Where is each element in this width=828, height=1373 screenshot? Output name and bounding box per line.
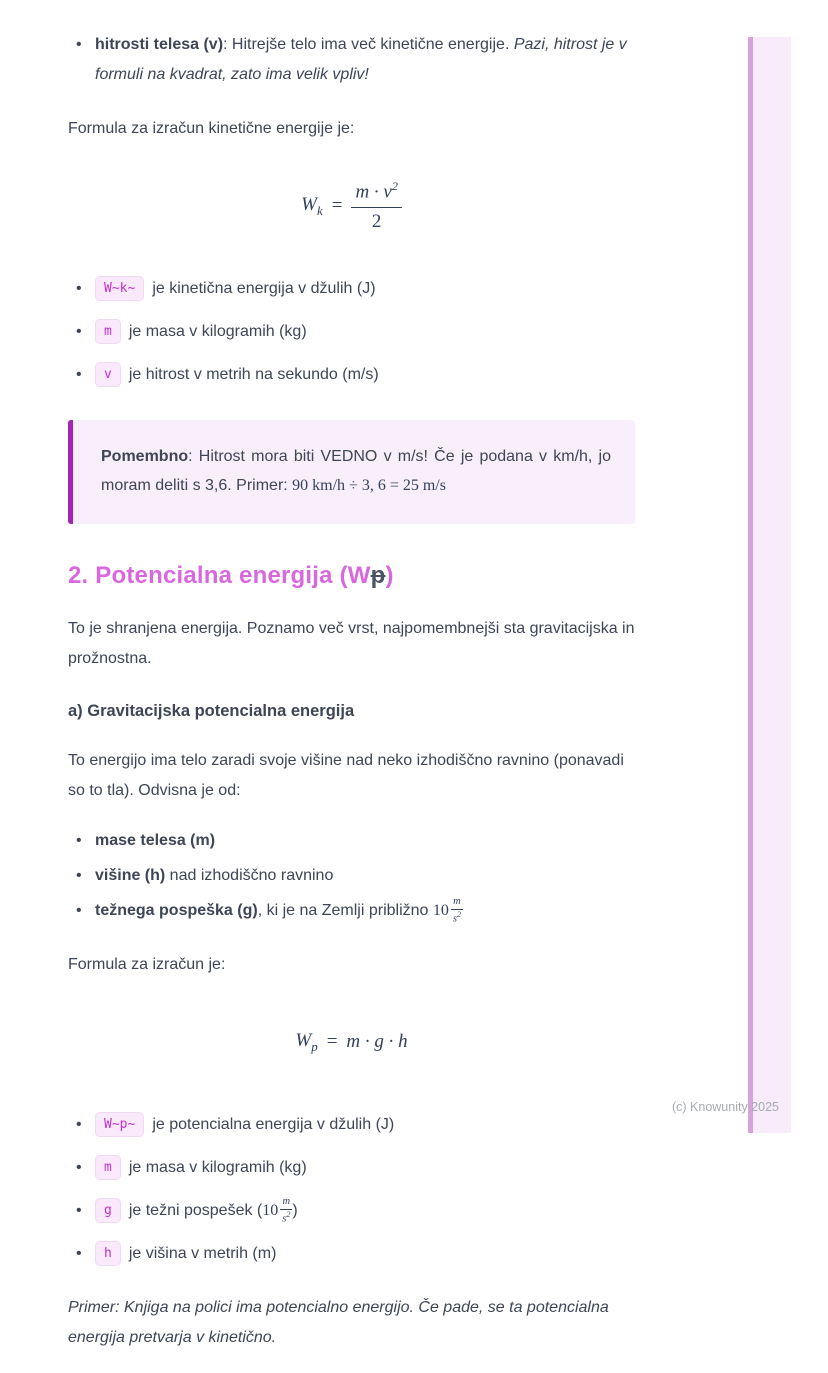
callout-text — [101, 442, 611, 500]
kinetic-formula-intro: Formula za izračun kinetične energije je: — [68, 120, 355, 137]
speed-desc: : Hitrejše telo ima več kinetične energije. — [223, 36, 514, 53]
symbol-desc: je hitrost v metrih na sekundo (m/s) — [128, 366, 379, 383]
section-heading-potential-energy: 2. Potencialna energija (Wp) — [68, 562, 394, 589]
symbol-desc: je težni pospešek (10 $\frac{m}{s^2}$ ) — [128, 1196, 298, 1224]
callout-body: : Hitrost mora biti VEDNO v m/s! Če je podana v km/h, jo moram deliti s 3,6. Primer: — [101, 448, 611, 494]
code-token-h: h — [95, 1241, 121, 1266]
symbol-desc: je potencialna energija v džulih (J) — [152, 1116, 395, 1133]
potential-formula-intro: Formula za izračun je: — [68, 956, 226, 973]
code-token-g: g — [95, 1198, 121, 1223]
gravitational-subheading: a) Gravitacijska potencialna energija — [68, 702, 355, 720]
formula-fraction — [351, 179, 401, 232]
symbol-item-h — [68, 1239, 635, 1269]
dep-item-gravity: • težnega pospeška (g), ki je na Zemlji približno 10 $\frac{m}{s^2}$ — [68, 896, 635, 926]
symbol-item-wk — [68, 274, 635, 304]
potential-energy-formula — [68, 1014, 635, 1070]
speed-factor-list — [68, 30, 635, 90]
code-token-m: m — [95, 1155, 121, 1180]
document-content — [68, 30, 635, 1373]
symbol-item-g — [68, 1196, 635, 1226]
symbol-item-m — [68, 1153, 635, 1183]
speed-warning: Pazi, hitrost je v formuli na kvadrat, zato ima velik vpliv! — [95, 36, 627, 83]
speed-term: hitrosti telesa (v) — [95, 36, 224, 53]
kinetic-energy-formula — [68, 178, 635, 234]
code-token-m: m — [95, 319, 121, 344]
code-token-v: v — [95, 362, 121, 387]
formula-lhs: $W_p$ — [295, 1029, 318, 1054]
dependency-list — [68, 826, 635, 926]
gravity-value-math: 10 $\frac{m}{s^2}$ — [432, 896, 461, 924]
symbol-desc: je kinetična energija v džulih (J) — [152, 280, 376, 297]
formula-lhs: $W_k$ — [301, 193, 323, 218]
symbol-item-v — [68, 360, 635, 390]
dep-item-height: • višine (h) nad izhodiščno ravnino — [68, 861, 635, 891]
potential-symbols-list — [68, 1110, 635, 1269]
equals-sign: = — [326, 1031, 338, 1052]
equals-sign: = — [331, 195, 343, 216]
code-token-wk: W~k~ — [95, 276, 144, 301]
fraction-numerator: $m \cdot v^2$ — [355, 179, 398, 203]
kinetic-symbols-list — [68, 274, 635, 390]
struck-p: p — [370, 562, 386, 589]
callout-label: Pomembno — [101, 448, 189, 465]
gravitational-description: To energijo ima telo zaradi svoje višine nad neko izhodiščno ravnino (ponavadi so to tla). Odvisna je od: — [68, 752, 624, 799]
symbol-desc: je višina v metrih (m) — [128, 1245, 277, 1262]
symbol-desc: je masa v kilogramih (kg) — [128, 1159, 307, 1176]
fraction-denominator: 2 — [351, 207, 401, 233]
code-token-wp: W~p~ — [95, 1112, 144, 1137]
formula-rhs: m · g · h — [346, 1031, 408, 1052]
example-paragraph: Primer: Knjiga na polici ima potencialno energijo. Če pade, se ta potencialna energija pretvarja v kinetično. — [68, 1299, 609, 1346]
symbol-desc: je masa v kilogramih (kg) — [128, 323, 307, 340]
symbol-item-m — [68, 317, 635, 347]
dep-item-mass: • mase telesa (m) — [68, 826, 635, 856]
callout-math: 90 km/h ÷ 3, 6 = 25 m/s — [292, 477, 446, 494]
symbol-item-wp — [68, 1110, 635, 1140]
list-item-speed — [68, 30, 635, 90]
important-callout — [68, 420, 635, 524]
footer-credit: (c) Knowunity 2025 — [671, 1100, 779, 1114]
page-side-stripe — [748, 37, 791, 1133]
potential-intro-paragraph: To je shranjena energija. Poznamo več vrst, najpomembnejši sta gravitacijska in prožnostna. — [68, 620, 635, 667]
